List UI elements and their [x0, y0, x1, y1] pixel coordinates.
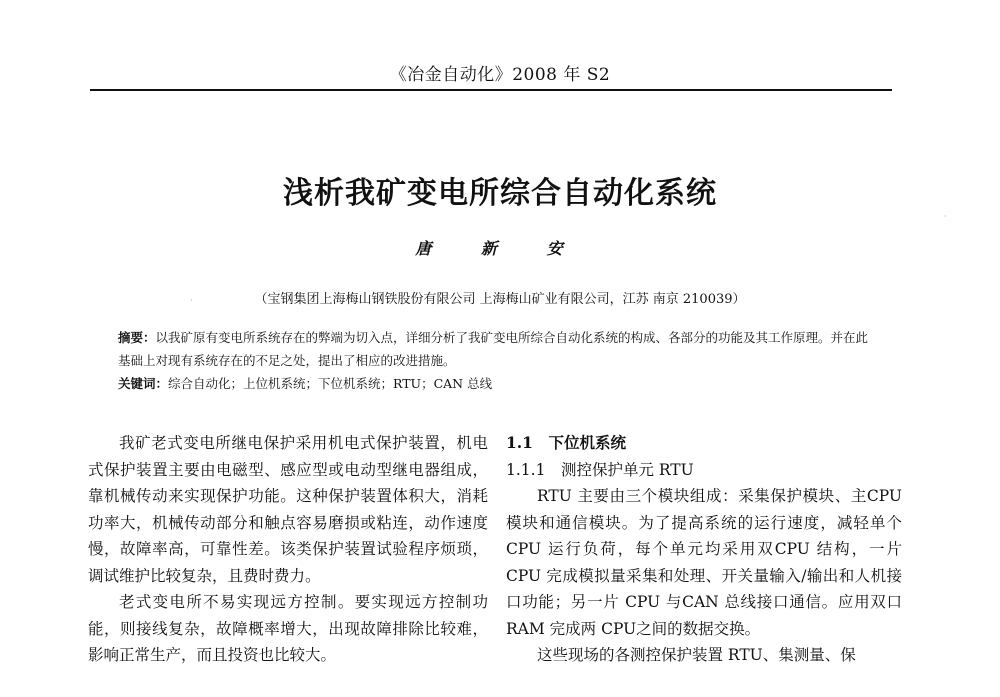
keywords-text: 综合自动化；上位机系统；下位机系统；RTU；CAN 总线 — [168, 376, 493, 391]
subsection-heading: 1.1.1 测控保护单元 RTU — [506, 460, 694, 479]
body-paragraph: 老式变电所不易实现远方控制。要实现远方控制功能，则接线复杂，故障概率增大，出现故障排除比较难，影响正常生产，而且投资也比较大。 — [88, 593, 488, 664]
abstract-block — [118, 326, 878, 395]
affiliation: （宝钢集团上海梅山钢铁股份有限公司 上海梅山矿业有限公司，江苏 南京 210039） — [254, 292, 746, 307]
abstract — [118, 326, 878, 372]
body-paragraph: RTU 主要由三个模块组成：采集保护模块、主CPU 模块和通信模块。为了提高系统的运行速度，减轻单个 CPU 运行负荷，每个单元均采用双CPU 结构，一片 CPU 完成模拟量采集和处理、开关量输入/输出和人机接口功能；另一片 CPU 与CAN 总线接口通信。应用双口 RAM 完成两 CPU之间的数据交换。 — [506, 487, 902, 638]
right-column — [506, 430, 902, 669]
body-paragraph: 这些现场的各测控保护装置 RTU、集测量、保 — [537, 646, 856, 664]
author-name: 唐 新 安 — [415, 239, 585, 258]
abstract-text: 以我矿原有变电所系统存在的弊端为切入点，详细分析了我矿变电所综合自动化系统的构成、各部分的功能及其工作原理。并在此基础上对现有系统存在的不足之处，提出了相应的改进措施。 — [118, 330, 869, 368]
scan-speck: · — [190, 296, 193, 305]
keywords-label: 关键词： — [118, 376, 169, 391]
abstract-label: 摘要： — [118, 330, 156, 345]
header-rule — [90, 89, 892, 91]
section-heading: 1.1 下位机系统 — [506, 433, 626, 452]
body-paragraph: 我矿老式变电所继电保护采用机电式保护装置，机电式保护装置主要由电磁型、感应型或电动型继电器组成，靠机械传动来实现保护功能。这种保护装置体积大，消耗功率大，机械传动部分和触点容易磨损或粘连，动作速度慢，故障率高，可靠性差。该类保护装置试验程序烦琐，调试维护比较复杂，且费时费力。 — [88, 434, 488, 585]
keywords — [118, 372, 878, 395]
left-column — [88, 430, 488, 669]
scan-speck: · — [944, 212, 947, 221]
paper-title: 浅析我矿变电所综合自动化系统 — [283, 176, 717, 211]
journal-header: 《冶金自动化》2008 年 S2 — [389, 65, 611, 85]
